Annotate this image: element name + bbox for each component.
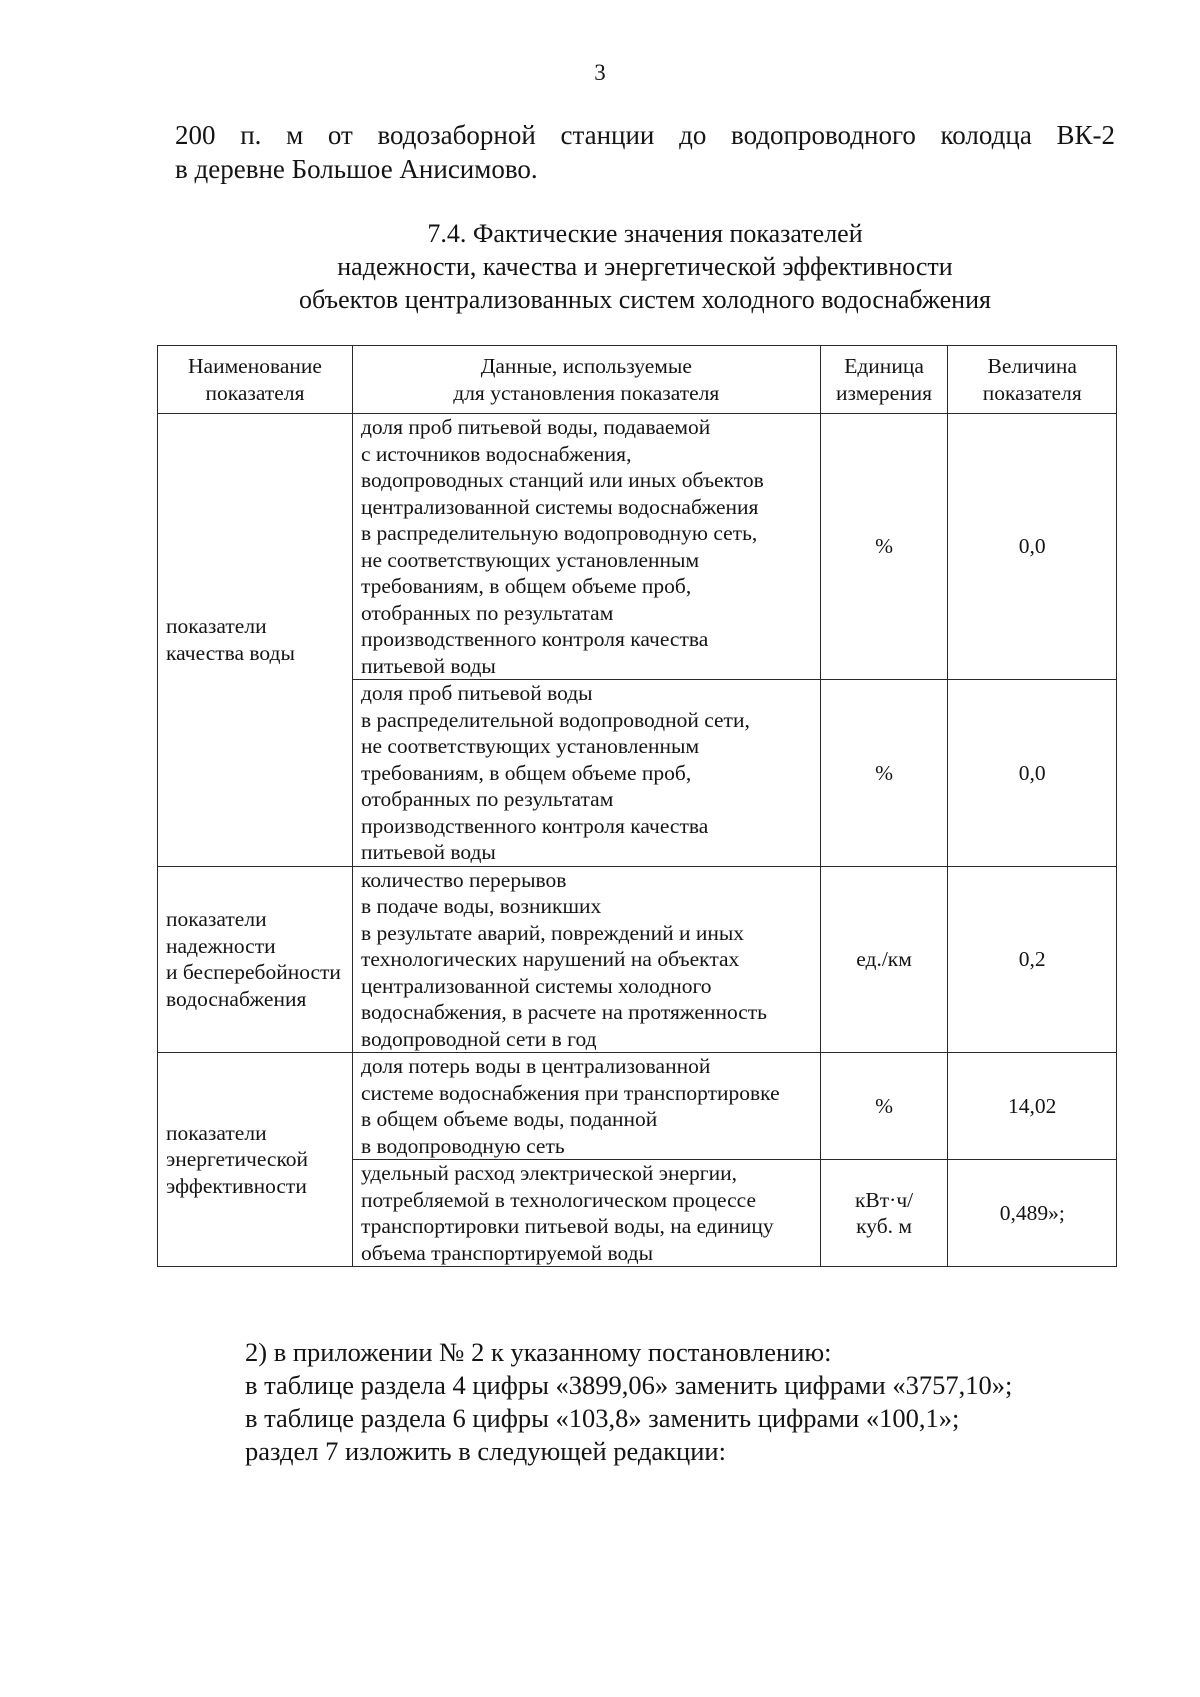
indicator-value: 0,489»; [948, 1160, 1117, 1267]
header-unit: Единица измерения [820, 346, 948, 414]
amendments-paragraph [245, 1336, 1125, 1468]
header-value: Величина показателя [948, 346, 1117, 414]
indicator-value: 14,02 [948, 1053, 1117, 1160]
table-header-row [158, 346, 1117, 414]
indicator-data-description: доля проб питьевой воды в распределительной водопроводной сети, не соответствующих установленным требованиям, в общем объеме проб, отобранных по результатам производственного контроля качества питьевой воды [352, 680, 820, 867]
header-indicator-name: Наименование показателя [158, 346, 353, 414]
amendment-line-4: раздел 7 изложить в следующей редакции: [245, 1436, 726, 1466]
table-body [158, 414, 1117, 1267]
indicator-unit: % [820, 1053, 948, 1160]
table-row [158, 414, 1117, 680]
indicator-value: 0,2 [948, 866, 1117, 1053]
amendment-line-3: в таблице раздела 6 цифры «103,8» заменить цифрами «100,1»; [245, 1403, 960, 1433]
header-data: Данные, используемые для установления показателя [352, 346, 820, 414]
indicator-data-description: количество перерывов в подаче воды, возникших в результате аварий, повреждений и иных технологических нарушений на объектах централизованной системы холодного водоснабжения, в расчете на протяженность водопроводной сети в год [352, 866, 820, 1053]
indicator-value: 0,0 [948, 680, 1117, 867]
table-row [158, 1053, 1117, 1160]
indicator-data-description: доля проб питьевой воды, подаваемой с источников водоснабжения, водопроводных станций или иных объектов централизованной системы водоснабжения в распределительную водопроводную сеть, не соответствующих установленным требованиям, в общем объеме проб, отобранных по результатам производственного контроля качества питьевой воды [352, 414, 820, 680]
intro-line-2: в деревне Большое Анисимово. [175, 154, 538, 184]
indicator-data-description: доля потерь воды в централизованной системе водоснабжения при транспортировке в общем объеме воды, поданной в водопроводную сеть [352, 1053, 820, 1160]
intro-paragraph [175, 118, 1115, 186]
table-row [158, 866, 1117, 1053]
page-number: 3 [594, 60, 606, 85]
indicator-unit: % [820, 680, 948, 867]
indicator-data-description: удельный расход электрической энергии, потребляемой в технологическом процессе транспортировки питьевой воды, на единицу объема транспортируемой воды [352, 1160, 820, 1267]
indicator-unit: % [820, 414, 948, 680]
indicator-group-name: показатели качества воды [158, 414, 353, 867]
indicator-group-name: показатели энергетической эффективности [158, 1053, 353, 1267]
amendment-line-2: в таблице раздела 4 цифры «3899,06» заменить цифрами «3757,10»; [245, 1370, 1013, 1400]
indicator-value: 0,0 [948, 414, 1117, 680]
section-title-line-2: надежности, качества и энергетической эффективности [337, 252, 953, 281]
indicators-table [157, 345, 1117, 1267]
section-title-line-1: 7.4. Фактические значения показателей [427, 219, 863, 248]
intro-line-1: 200 п. м от водозаборной станции до водопроводного колодца ВК-2 [175, 120, 1115, 150]
section-title [200, 217, 1090, 316]
indicator-unit: кВт·ч/ куб. м [820, 1160, 948, 1267]
amendment-line-1: 2) в приложении № 2 к указанному постановлению: [245, 1337, 832, 1367]
section-title-line-3: объектов централизованных систем холодного водоснабжения [299, 285, 991, 314]
indicator-unit: ед./км [820, 866, 948, 1053]
indicator-group-name: показатели надежности и бесперебойности водоснабжения [158, 866, 353, 1053]
